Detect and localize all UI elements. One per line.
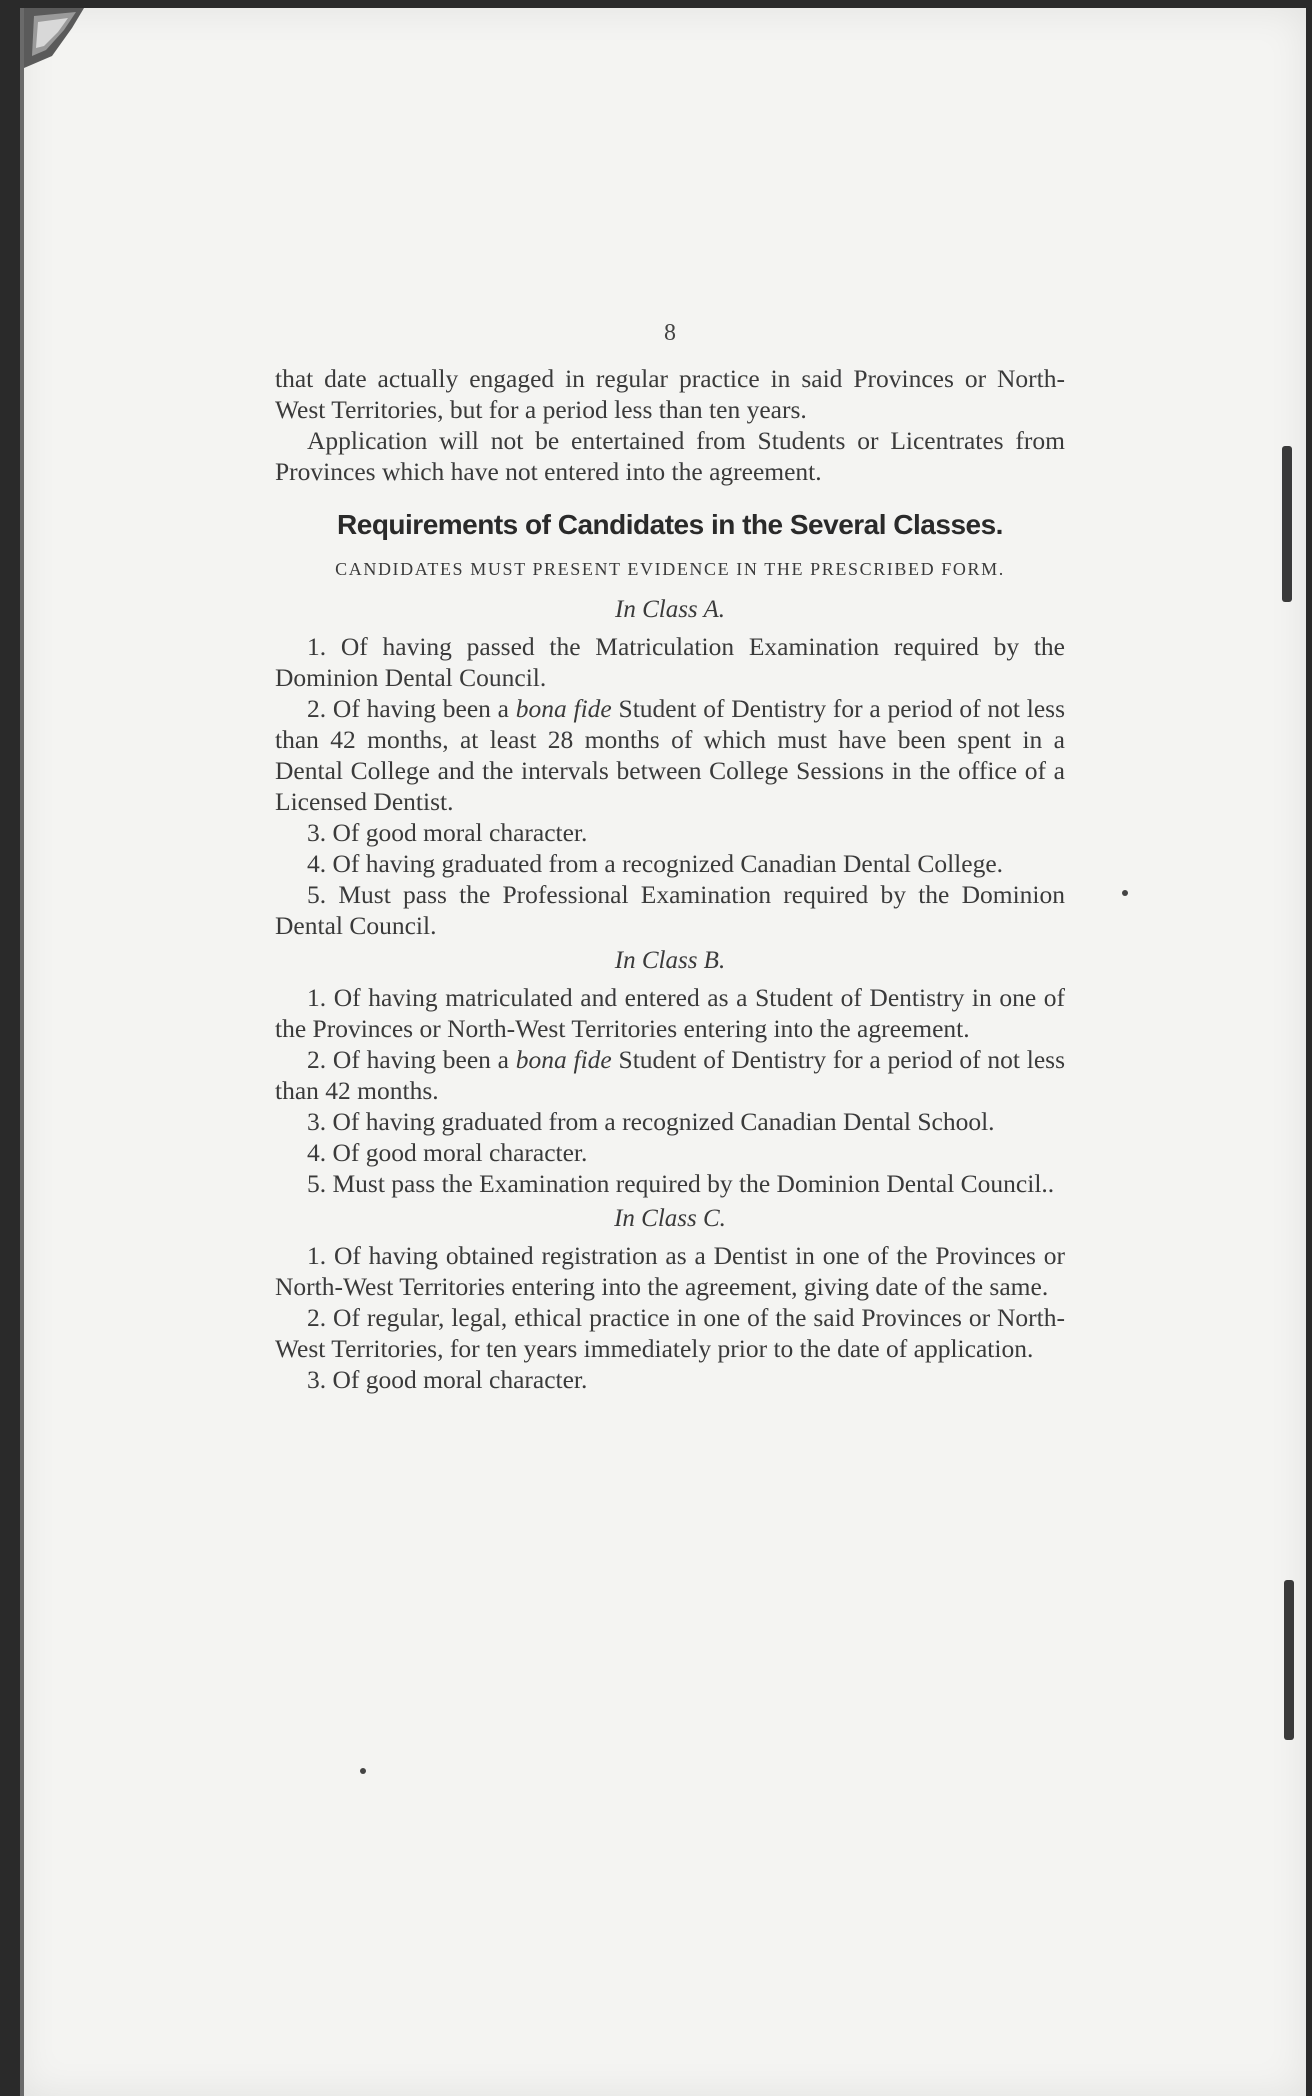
ink-speck [1122,890,1128,896]
binding-mark-bottom [1284,1580,1294,1740]
item-number: 5. [307,1169,327,1198]
item-number: 5. [307,880,327,909]
item-number: 2. [307,1045,327,1074]
requirement-item [275,879,1065,941]
item-text: Student of Dentistry for a period of not less than 42 months, at least 28 months of which must have been spent in a Dental College and the intervals between College Sessions in the office of a Licensed Dentist. [275,694,1066,816]
requirement-item [275,631,1065,693]
requirement-item [275,693,1065,817]
requirement-item [275,1044,1065,1106]
scanned-page [20,8,1306,2096]
ink-speck [360,1768,366,1774]
item-number: 3. [307,818,327,847]
page-text [275,318,1065,1395]
item-text: Of having obtained registration as a Dentist in one of the Provinces or North-West Territories entering into the agreement, giving date of the same. [275,1241,1065,1301]
item-text: Of good moral character. [332,1365,588,1394]
requirement-item [275,1168,1065,1199]
class-a-title: In Class A. [615,596,725,623]
requirement-item [275,848,1065,879]
intro-paragraph: Application will not be entertained from Students or Licentrates from Provinces which have not entered into the agreement. [275,426,1065,486]
class-c-title: In Class C. [614,1205,726,1232]
item-text: Of having graduated from a recognized Canadian Dental College. [332,849,1004,878]
requirement-item [275,817,1065,848]
item-text: Of regular, legal, ethical practice in one of the said Provinces or North-West Territories, for ten years immediately prior to the date of application. [275,1303,1065,1363]
item-number: 2. [307,1303,327,1332]
item-number: 2. [307,694,327,723]
item-text: Of having matriculated and entered as a Student of Dentistry in one of the Provinces or North-West Territories entering into the agreement. [275,983,1066,1043]
item-number: 4. [307,1138,327,1167]
section-heading: Requirements of Candidates in the Several Classes. [337,509,1003,540]
section-subheading: CANDIDATES MUST PRESENT EVIDENCE IN THE PRESCRIBED FORM. [335,559,1005,579]
item-number: 3. [307,1365,327,1394]
item-text: Must pass the Examination required by the Dominion Dental Council.. [332,1169,1055,1198]
page-left-edge [20,8,24,2096]
page-number: 8 [664,320,676,346]
item-number: 4. [307,849,327,878]
item-text: Must pass the Professional Examination required by the Dominion Dental Council. [275,880,1065,940]
item-emphasis: bona fide [515,1045,612,1074]
class-b-title: In Class B. [614,947,726,974]
item-number: 1. [307,1241,327,1270]
item-number: 3. [307,1107,327,1136]
requirement-item [275,1137,1065,1168]
folded-corner-mark [24,8,96,70]
item-text: Of having been a [332,694,516,723]
requirement-item [275,1364,1065,1395]
item-text: Of having graduated from a recognized Canadian Dental School. [332,1107,995,1136]
item-text: Of having passed the Matriculation Examination required by the Dominion Dental Council. [275,632,1065,692]
binding-mark-top [1282,446,1292,602]
requirement-item [275,1106,1065,1137]
item-text: Of good moral character. [332,818,588,847]
intro-paragraph: that date actually engaged in regular practice in said Provinces or North-West Territories, but for a period less than ten years. [275,364,1065,424]
item-number: 1. [307,632,327,661]
requirement-item [275,1240,1065,1302]
item-emphasis: bona fide [515,694,612,723]
requirement-item [275,1302,1065,1364]
item-number: 1. [307,983,327,1012]
item-text: Student of Dentistry for a period of not less than 42 months. [275,1045,1066,1105]
item-text: Of good moral character. [332,1138,588,1167]
item-text: Of having been a [332,1045,516,1074]
requirement-item [275,982,1065,1044]
